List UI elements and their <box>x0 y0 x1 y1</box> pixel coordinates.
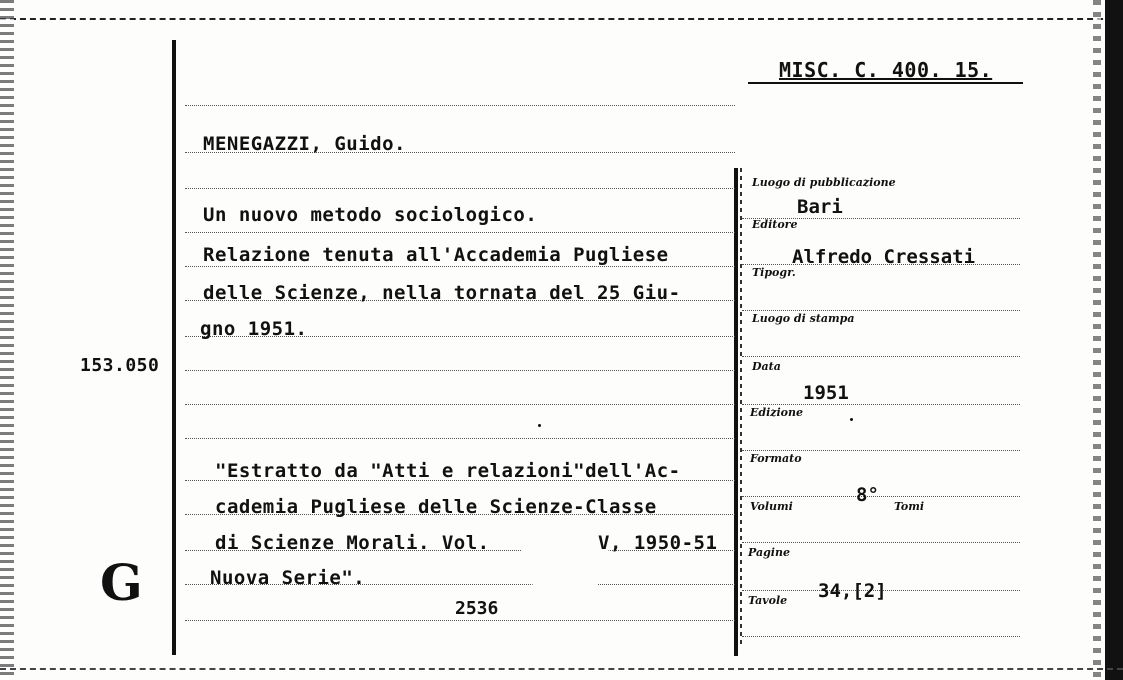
meta-rule-line <box>742 496 1020 497</box>
rule-line <box>185 438 735 439</box>
ink-dot <box>538 424 541 427</box>
meta-rule-line <box>742 310 1020 311</box>
data-value: 1951 <box>803 382 849 404</box>
metadata-dotted-line <box>740 168 742 648</box>
meta-rule-line <box>742 356 1020 357</box>
rule-line <box>185 620 735 621</box>
rule-line <box>185 404 735 405</box>
note-line: cademia Pugliese delle Scienze-Classe <box>215 496 657 518</box>
tomi-label: Tomi <box>894 500 925 513</box>
card-left-edge <box>0 0 14 680</box>
formato-value: 8° <box>856 484 879 506</box>
erased-area <box>520 530 610 590</box>
data-label: Data <box>752 360 781 373</box>
title-line: Relazione tenuta all'Accademia Pugliese <box>203 244 669 266</box>
shelfmark-underline <box>748 82 1023 84</box>
card-right-edge <box>1105 0 1123 680</box>
editore-value: Alfredo Cressati <box>792 246 976 268</box>
classification-number: 153.050 <box>80 355 160 376</box>
meta-rule-line <box>742 450 1020 451</box>
rule-line <box>185 266 735 267</box>
meta-rule-line <box>742 636 1020 637</box>
volumi-label: Volumi <box>750 500 793 513</box>
meta-rule-line <box>742 404 1020 405</box>
note-line: di Scienze Morali. Vol. <box>215 532 490 554</box>
rule-line <box>185 370 735 371</box>
editore-label: Editore <box>752 218 798 231</box>
title-line: gno 1951. <box>200 318 308 340</box>
luogo-value: Bari <box>797 196 843 218</box>
rule-line <box>185 232 735 233</box>
meta-rule-line <box>742 542 1020 543</box>
card-top-edge <box>0 0 1123 20</box>
rule-line <box>185 105 735 106</box>
note-line: V, 1950-51 <box>598 532 718 554</box>
pagine-label: Pagine <box>748 546 790 559</box>
note-line: "Estratto da "Atti e relazioni"dell'Ac- <box>215 460 681 482</box>
shelfmark: MISC. C. 400. 15. <box>779 58 993 82</box>
note-line: Nuova Serie". <box>210 567 366 589</box>
rule-line <box>185 188 735 189</box>
tavole-label: Tavole <box>748 594 788 607</box>
main-margin-line <box>172 40 176 655</box>
tipografo-label: Tipogr. <box>752 266 796 279</box>
accession-number: 2536 <box>455 598 499 619</box>
card-bottom-edge <box>0 668 1123 672</box>
edizione-label: Edizione <box>750 406 804 419</box>
title-line: Un nuovo metodo sociologico. <box>203 204 538 226</box>
title-line: delle Scienze, nella tornata del 25 Giu- <box>203 282 681 304</box>
collection-letter: G <box>100 553 143 612</box>
luogo-stampa-label: Luogo di stampa <box>752 312 855 325</box>
ink-dot <box>850 418 853 421</box>
luogo-label: Luogo di pubblicazione <box>752 176 896 189</box>
formato-label: Formato <box>750 452 802 465</box>
pagine-value: 34,[2] <box>818 580 887 602</box>
card-right-perforation <box>1093 0 1101 680</box>
metadata-margin-line <box>734 168 738 656</box>
author-heading: MENEGAZZI, Guido. <box>203 133 406 155</box>
